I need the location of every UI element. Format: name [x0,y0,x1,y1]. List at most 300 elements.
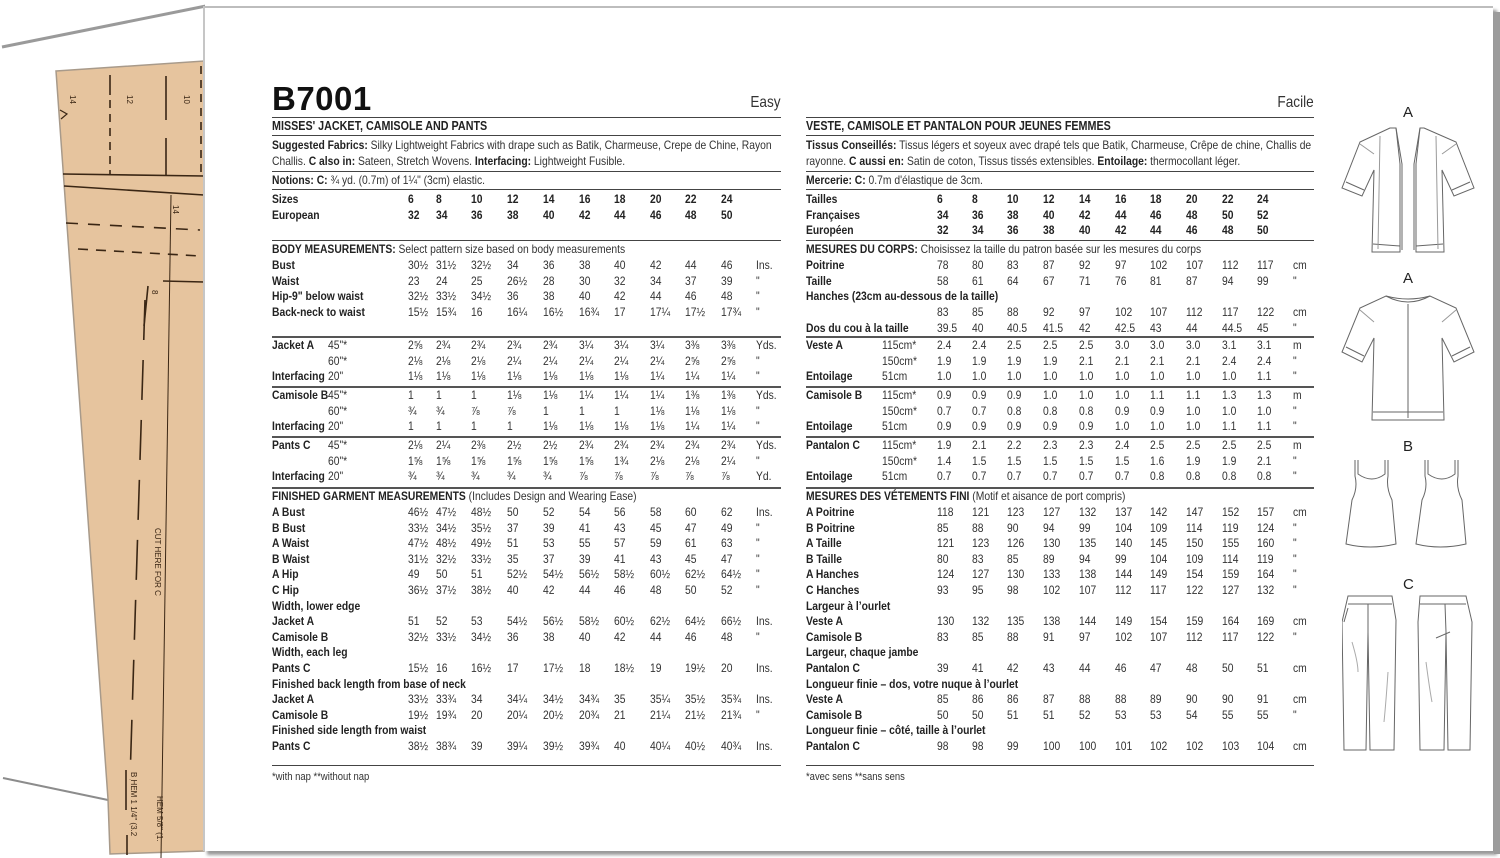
unit-label: " [756,567,760,582]
cell-value: 49 [721,520,733,535]
cell-value: 37 [685,273,697,288]
footnote-fr: *avec sens **sans sens [806,771,905,783]
cell-value: 54½ [543,567,564,582]
cell-value: 112 [1115,583,1132,597]
cell-value: 83 [937,304,949,319]
cell-value: 61 [685,536,697,551]
cell-value: 33¾ [436,692,457,707]
cell-value: 17¾ [721,304,742,319]
cell-value: 90 [1222,692,1234,707]
cell-value: 42 [543,583,555,597]
cell-value: 1⅛ [471,369,486,384]
cell-value: 34 [507,258,519,273]
cell-value: 2.3 [1043,438,1058,452]
cell-value: 6 [937,192,943,206]
cell-value: 15¾ [436,304,457,319]
cell-value: 95 [972,583,984,597]
cell-value: 1⅛ [579,369,594,384]
cell-value: 122 [1257,304,1275,319]
cell-value: 3⅜ [685,338,700,352]
row-label: Camisole B [806,388,863,402]
interfacing-label: Interfacing: [474,154,532,168]
cell-value: 119 [1257,551,1274,566]
cell-value: 117 [1257,258,1274,273]
cell-value: 0.7 [1079,469,1094,484]
cell-value: 47½ [408,536,429,551]
table-row [806,192,1314,208]
cell-value: 44 [685,258,697,273]
cell-value: 0.9 [972,419,987,434]
cell-value: 90 [1007,520,1019,535]
cell-value: 1 [436,388,442,402]
cell-value: 40 [579,289,591,304]
cell-value: 48 [685,207,697,222]
unit-label: cm [1293,258,1307,273]
row-label: A Waist [272,536,310,551]
cell-value: 102 [1043,583,1061,597]
cell-value: 48 [721,629,733,644]
cell-value: 0.9 [1043,419,1058,434]
cell-value: 122 [1257,629,1275,644]
cell-value: 34 [937,207,949,222]
cell-value: 44 [1079,661,1091,675]
cell-value: 1.5 [1007,453,1022,468]
cell-value: 17 [614,304,626,319]
table-row [272,338,781,354]
cell-value: 53 [543,536,555,551]
cell-value: 52 [721,583,733,597]
cell-value: 24 [1257,192,1269,206]
cell-value: 62½ [685,567,706,582]
unit-label: " [756,551,760,566]
table-row [272,404,781,420]
cell-value: 21 [614,707,626,722]
pattern-number: 12 [125,95,134,104]
cell-value: 102 [1186,739,1204,753]
fabric-width: 45"* [328,438,348,452]
cell-value: 22 [1222,192,1234,206]
cell-value: 1.3 [1222,388,1237,402]
cell-value: 40 [1043,207,1055,222]
cell-value: 44 [1115,207,1127,222]
cell-value: 37 [543,551,555,566]
row-label: Veste A [806,614,843,629]
table-row [806,505,1314,521]
cell-value: 46 [1186,223,1198,238]
row-label: Largeur à l’ourlet [806,598,891,613]
unit-label: Ins. [756,505,773,519]
cell-value: 48½ [471,505,492,519]
cell-value: 0.7 [1115,469,1130,484]
divider [272,240,781,241]
unit-label: " [1293,536,1297,551]
cell-value: 21¾ [721,707,742,722]
cell-value: 32½ [436,551,457,566]
fabrics-line-2-fr [806,154,1240,170]
table-row [806,630,1314,646]
cell-value: 58½ [614,567,635,582]
cell-value: 1.0 [1257,403,1272,418]
cell-value: 33½ [408,520,429,535]
table-row [806,708,1314,724]
cell-value: 64 [1007,273,1019,288]
row-label: Pants C [272,438,311,452]
cell-value: 35¼ [650,692,671,707]
cell-value: 2⅛ [685,453,700,468]
cell-value: 102 [1150,258,1168,273]
cell-value: 3.0 [1150,338,1165,352]
cell-value: 38 [543,289,555,304]
finished-measurements-heading: FINISHED GARMENT MEASUREMENTS (Includes Design and Wearing Ease) [272,489,637,503]
interfacing-text: Lightweight Fusible. [531,154,626,168]
unit-label: " [756,289,760,304]
cell-value: 39 [721,273,733,288]
cell-value: 54½ [507,614,528,629]
row-label: European [272,207,320,222]
unit-label: " [1293,551,1297,566]
cell-value: 130 [1043,536,1061,551]
cell-value: ¾ [436,403,445,418]
cell-value: 1⅛ [507,388,522,402]
cell-value: 86 [972,692,984,707]
cell-value: 2¾ [471,338,486,352]
cell-value: 2.4 [1115,438,1130,452]
row-label: Européen [806,223,854,238]
cell-value: 100 [1043,739,1061,753]
unit-label: Yds. [756,338,777,352]
cell-value: 18 [579,661,591,675]
cell-value: 32½ [408,629,429,644]
cell-value: 99 [1257,273,1269,288]
cell-value: 19½ [685,661,706,675]
view-label: A [1403,104,1414,121]
cell-value: 160 [1257,536,1275,551]
cell-value: 50 [721,207,733,222]
cell-value: 1.9 [937,353,952,368]
cell-value: 41 [972,661,984,675]
cell-value: 20¼ [507,707,528,722]
cell-value: 1.0 [1007,369,1022,384]
fabric-width: 51cm [882,469,908,484]
cell-value: 1.0 [1222,369,1237,384]
unit-label: Yd. [756,469,772,484]
cell-value: 36 [507,289,519,304]
cell-value: 42 [1079,320,1091,335]
row-label: Pants C [272,661,311,675]
cell-value: 40¾ [721,739,742,753]
cell-value: ⅞ [507,403,516,418]
cell-value: 124 [937,567,955,582]
cell-value: 1¼ [579,388,594,402]
cell-value: 60 [685,505,697,519]
cell-value: 87 [1043,692,1055,707]
cell-value: 8 [436,192,442,206]
cell-value: 2.4 [972,338,987,352]
cell-value: 15½ [408,661,429,675]
notions-line-fr [806,173,983,189]
cell-value: 99 [1007,739,1019,753]
cell-value: 41 [614,551,626,566]
cell-value: 1¼ [650,388,665,402]
cell-value: 71 [1079,273,1091,288]
cell-value: 114 [1186,520,1203,535]
cell-value: 2.5 [1150,438,1165,452]
cell-value: 1⅛ [579,419,594,434]
cell-value: 98 [972,739,984,753]
cell-value: 1.1 [1222,419,1237,434]
row-label: Entoilage [806,369,853,384]
fabric-width: 20" [328,419,344,434]
cell-value: 0.8 [1079,403,1094,418]
cell-value: 3¼ [614,338,629,352]
cell-value: 1⅛ [614,419,629,434]
cell-value: 102 [1115,304,1133,319]
cell-value: 16¼ [507,304,528,319]
cell-value: 1.0 [1115,388,1130,402]
cell-value: 45 [685,551,697,566]
cell-value: 0.9 [972,388,987,402]
cell-value: 2½ [507,438,522,452]
cell-value: ⅞ [650,469,659,484]
cell-value: 44 [650,629,662,644]
cell-value: 17¼ [650,304,671,319]
cell-value: 92 [1079,258,1091,273]
row-label: Finished back length from base of neck [272,676,466,691]
unit-label: " [756,453,760,468]
unit-label: " [756,583,760,597]
cell-value: 33½ [471,551,492,566]
cell-value: 2⅛ [436,353,451,368]
cell-value: 159 [1222,567,1240,582]
cell-value: 1⅛ [436,369,451,384]
cell-value: 0.9 [1115,403,1130,418]
cell-value: 2⅛ [408,353,423,368]
row-label: Jacket A [272,614,315,629]
cell-value: 1.5 [1043,453,1058,468]
cell-value: 1.5 [972,453,987,468]
unit-label: " [756,304,760,319]
unit-label: " [756,369,760,384]
row-label: Width, each leg [272,645,348,660]
cell-value: 1.0 [1222,403,1237,418]
cell-value: 44 [579,583,591,597]
cell-value: 0.9 [937,388,952,402]
cell-value: 159 [1186,614,1204,629]
cell-value: 103 [1222,739,1240,753]
cell-value: 8 [972,192,978,206]
cell-value: 1.3 [1257,388,1272,402]
row-label: Interfacing [272,369,325,384]
cell-value: 1.9 [1007,353,1022,368]
cell-value: 51 [1007,707,1019,722]
cell-value: 17 [507,661,519,675]
cell-value: 40¼ [650,739,671,753]
cell-value: 34 [471,692,483,707]
cell-value: 2.3 [1079,438,1094,452]
unit-label: " [1293,353,1297,368]
cell-value: ⅞ [614,469,623,484]
cell-value: 12 [1043,192,1055,206]
cell-value: ¾ [471,469,480,484]
cell-value: 53 [1115,707,1127,722]
cell-value: 137 [1115,505,1133,519]
cell-value: 16 [436,661,448,675]
cell-value: 117 [1222,304,1239,319]
table-row [272,438,781,454]
table-row [806,388,1314,404]
cell-value: 66½ [721,614,742,629]
cell-value: 2.1 [1150,353,1165,368]
row-label: C Hanches [806,583,860,597]
cell-value: 2.1 [1079,353,1094,368]
cell-value: 102 [1115,629,1133,644]
cell-value: 50 [507,505,519,519]
cell-value: 81 [1150,273,1162,288]
cell-value: 76 [1115,273,1127,288]
view-label: A [1403,270,1414,287]
cell-value: 97 [1079,304,1091,319]
unit-label: Ins. [756,258,773,273]
b-hem-label: B HEM 1 1/4" (3.2 [129,772,138,837]
cell-value: 1⅜ [721,388,736,402]
cell-value: 35 [507,551,519,566]
unit-label: cm [1293,304,1307,319]
cell-value: 46 [650,207,662,222]
cell-value: 20 [721,661,733,675]
cell-value: 39.5 [937,320,958,335]
cell-value: 149 [1150,567,1168,582]
cell-value: 107 [1079,583,1097,597]
cell-value: 2¼ [579,353,594,368]
cell-value: 1 [408,388,414,402]
cell-value: 48½ [436,536,457,551]
cell-value: 17½ [543,661,564,675]
table-row [806,454,1314,470]
row-label: Width, lower edge [272,598,361,613]
cell-value: 2⅛ [471,353,486,368]
cell-value: 83 [937,629,949,644]
cell-value: 164 [1222,614,1240,629]
unit-label: " [1293,273,1297,288]
fabric-width: 60"* [328,353,348,368]
fabric-width: 115cm* [882,338,917,352]
row-label: Veste A [806,338,843,352]
unit-label: " [1293,629,1297,644]
fabric-width: 115cm* [882,438,917,452]
cell-value: 87 [1043,258,1055,273]
cell-value: 1.1 [1257,369,1272,384]
pattern-number: 8 [150,290,159,295]
cell-value: 0.8 [1257,469,1272,484]
cell-value: 169 [1257,614,1275,629]
cell-value: 60½ [614,614,635,629]
cell-value: 39¾ [579,739,600,753]
table-row [806,321,1314,337]
cell-value: 43 [1150,320,1162,335]
cell-value: 1.5 [1079,453,1094,468]
table-row [272,708,781,724]
cell-value: 1 [543,403,549,418]
row-label: B Bust [272,520,306,535]
table-row [806,404,1314,420]
cell-value: 53 [471,614,483,629]
cell-value: 42 [614,629,626,644]
cell-value: 0.9 [1007,419,1022,434]
cell-value: 34½ [436,520,457,535]
cell-value: 55 [1222,707,1234,722]
cell-value: 123 [1007,505,1025,519]
table-row [806,567,1314,583]
cell-value: 126 [1007,536,1025,551]
pattern-title: MISSES' JACKET, CAMISOLE AND PANTS [272,119,488,133]
cell-value: 0.8 [1007,403,1022,418]
cell-value: 1¼ [685,369,700,384]
cell-value: 16¾ [579,304,600,319]
cell-value: 104 [1150,551,1168,566]
cell-value: 14 [543,192,555,206]
cell-value: 45 [650,520,662,535]
row-label: Pantalon C [806,438,860,452]
cell-value: 42 [1079,207,1091,222]
cell-value: 94 [1079,551,1091,566]
cell-value: 3.0 [1115,338,1130,352]
unit-label: cm [1293,614,1307,629]
interfacing-label-fr: Entoilage: [1097,154,1148,168]
cell-value: 48 [1186,661,1198,675]
cell-value: 1 [614,403,620,418]
cell-value: 1.1 [1257,419,1272,434]
cell-value: 127 [972,567,990,582]
row-label: A Bust [272,505,305,519]
cell-value: 47½ [436,505,457,519]
notions-label: Notions: C: [272,173,328,187]
cell-value: 51 [1257,661,1269,675]
cell-value: ¾ [436,469,445,484]
cell-value: 2¾ [507,338,522,352]
unit-label: " [756,629,760,644]
cell-value: 38 [507,207,519,222]
unit-label: " [756,707,760,722]
cell-value: 37½ [436,583,457,597]
cell-value: 39 [937,661,949,675]
cell-value: 1⅛ [614,369,629,384]
table-row [806,354,1314,370]
cell-value: 2.5 [1257,438,1272,452]
cell-value: 112 [1186,304,1203,319]
cell-value: 1 [436,419,442,434]
cell-value: 2¾ [650,438,665,452]
cell-value: 2.1 [1115,353,1130,368]
cell-value: 83 [972,551,984,566]
cell-value: 50 [1257,223,1269,238]
cell-value: 2¾ [436,338,451,352]
fabric-width: 60"* [328,453,348,468]
cell-value: 1.9 [1186,453,1201,468]
cell-value: 144 [1079,614,1097,629]
cell-value: 44 [1150,223,1162,238]
cell-value: 2⅝ [685,353,700,368]
cell-value: 97 [1079,629,1091,644]
cell-value: 50 [1222,661,1234,675]
difficulty-level-fr: Facile [1277,94,1314,111]
cell-value: 85 [972,629,984,644]
cell-value: 38½ [471,583,492,597]
cell-value: 2¾ [614,438,629,452]
cell-value: 20 [650,192,662,206]
cell-value: 132 [972,614,990,629]
cell-value: 56½ [579,567,600,582]
cell-value: 2¼ [507,353,522,368]
